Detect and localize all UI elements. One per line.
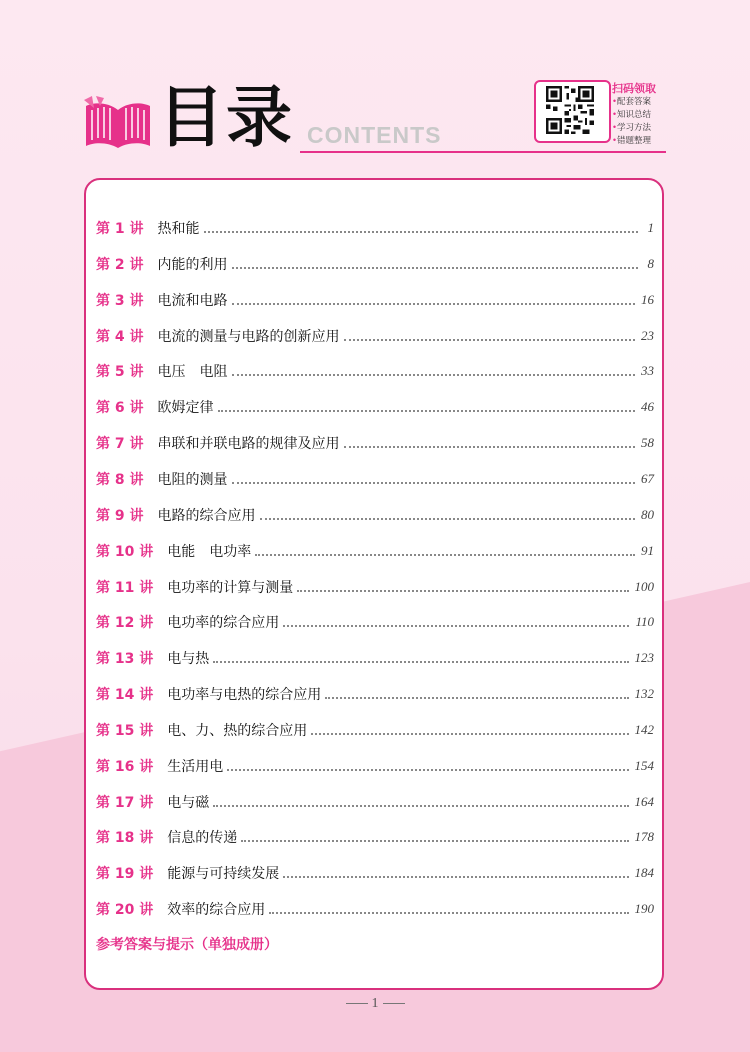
toc-entry[interactable] — [96, 647, 654, 669]
toc-page-number: 164 — [634, 794, 654, 809]
toc-leader-dots — [227, 769, 628, 771]
toc-entry[interactable] — [96, 791, 654, 813]
toc-page-number: 1 — [647, 220, 654, 235]
qr-benefit-item: • 错题整理 — [612, 135, 651, 148]
toc-page-number: 58 — [641, 435, 654, 450]
toc-entry[interactable] — [96, 217, 654, 239]
toc-topic: 电与磁 — [167, 795, 210, 811]
toc-topic: 效率的综合应用 — [167, 902, 266, 918]
toc-entry[interactable] — [96, 826, 654, 848]
toc-entry[interactable] — [96, 611, 654, 633]
toc-leader-dots — [232, 303, 636, 305]
toc-topic: 热和能 — [157, 221, 200, 237]
toc-lecture-number: 第 9 讲 — [96, 508, 144, 524]
toc-entry[interactable] — [96, 360, 654, 382]
toc-topic: 电流和电路 — [157, 293, 228, 309]
toc-lecture-number: 第 7 讲 — [96, 436, 144, 452]
toc-leader-dots — [260, 518, 636, 520]
toc-lecture-number: 第 11 讲 — [96, 580, 154, 596]
toc-page-number: 154 — [634, 758, 654, 773]
toc-topic: 电路的综合应用 — [157, 508, 256, 524]
toc-leader-dots — [283, 876, 628, 878]
toc-entry[interactable] — [96, 898, 654, 920]
qr-benefit-item: • 知识总结 — [612, 109, 651, 122]
toc-leader-dots — [283, 625, 629, 627]
toc-page-number: 100 — [634, 579, 654, 594]
toc-lecture-number: 第 16 讲 — [96, 759, 154, 775]
toc-leader-dots — [218, 410, 636, 412]
toc-entry[interactable] — [96, 325, 654, 347]
qr-benefits-list — [612, 96, 651, 148]
toc-topic: 电流的测量与电路的创新应用 — [157, 329, 340, 345]
toc-lecture-number: 第 15 讲 — [96, 723, 154, 739]
open-book-icon — [82, 96, 154, 148]
toc-page-number: 123 — [634, 650, 654, 665]
toc-leader-dots — [297, 590, 628, 592]
toc-page-number: 91 — [641, 543, 654, 558]
qr-benefit-item: • 学习方法 — [612, 122, 651, 135]
toc-topic: 能源与可持续发展 — [167, 866, 280, 882]
toc-entry[interactable] — [96, 396, 654, 418]
toc-lecture-number: 第 1 讲 — [96, 221, 144, 237]
page-number-dash — [346, 1003, 368, 1004]
toc-entry[interactable] — [96, 504, 654, 526]
toc-lecture-number: 第 2 讲 — [96, 257, 144, 273]
toc-leader-dots — [232, 374, 636, 376]
toc-topic: 电阻的测量 — [157, 472, 228, 488]
toc-leader-dots — [232, 267, 639, 269]
toc-topic: 电功率的计算与测量 — [167, 580, 294, 596]
toc-page-number: 184 — [634, 865, 654, 880]
toc-leader-dots — [213, 661, 628, 663]
toc-page-number: 23 — [641, 328, 654, 343]
toc-topic: 生活用电 — [167, 759, 224, 775]
toc-topic: 电与热 — [167, 651, 210, 667]
toc-lecture-number: 第 6 讲 — [96, 400, 144, 416]
toc-page-number: 190 — [634, 901, 654, 916]
answers-note: 参考答案与提示（单独成册） — [96, 937, 278, 953]
page-subtitle: CONTENTS — [307, 122, 442, 148]
toc-page-number: 8 — [647, 256, 654, 271]
toc-lecture-number: 第 8 讲 — [96, 472, 144, 488]
toc-entry[interactable] — [96, 540, 654, 562]
toc-leader-dots — [311, 733, 628, 735]
toc-page-number: 132 — [634, 686, 654, 701]
toc-topic: 欧姆定律 — [157, 400, 214, 416]
toc-lecture-number: 第 17 讲 — [96, 795, 154, 811]
toc-topic: 内能的利用 — [157, 257, 228, 273]
toc-entry[interactable] — [96, 253, 654, 275]
toc-page-number: 142 — [634, 722, 654, 737]
toc-topic: 电能 电功率 — [167, 544, 252, 560]
toc-topic: 信息的传递 — [167, 830, 238, 846]
toc-leader-dots — [325, 697, 628, 699]
toc-page-number: 110 — [635, 614, 654, 629]
toc-leader-dots — [269, 912, 628, 914]
page-number-value: 1 — [371, 996, 379, 1011]
toc-entry[interactable] — [96, 862, 654, 884]
toc-page-number: 16 — [641, 292, 654, 307]
page-title: 目录 — [158, 79, 294, 156]
qr-code-icon — [546, 86, 594, 134]
toc-lecture-number: 第 13 讲 — [96, 651, 154, 667]
page-number — [0, 996, 750, 1012]
page-number-dash — [383, 1003, 405, 1004]
toc-entry[interactable] — [96, 683, 654, 705]
toc-lecture-number: 第 3 讲 — [96, 293, 144, 309]
toc-entry[interactable] — [96, 719, 654, 741]
toc-leader-dots — [255, 554, 635, 556]
toc-lecture-number: 第 14 讲 — [96, 687, 154, 703]
title-divider — [300, 151, 666, 153]
toc-entry[interactable] — [96, 468, 654, 490]
toc-page-number: 80 — [641, 507, 654, 522]
toc-topic: 电功率与电热的综合应用 — [167, 687, 322, 703]
qr-benefit-item: • 配套答案 — [612, 96, 651, 109]
toc-leader-dots — [344, 339, 636, 341]
toc-lecture-number: 第 5 讲 — [96, 364, 144, 380]
toc-lecture-number: 第 19 讲 — [96, 866, 154, 882]
toc-lecture-number: 第 4 讲 — [96, 329, 144, 345]
toc-leader-dots — [344, 446, 636, 448]
toc-topic: 串联和并联电路的规律及应用 — [157, 436, 340, 452]
toc-lecture-number: 第 20 讲 — [96, 902, 154, 918]
qr-caption: 扫码领取 — [612, 82, 656, 95]
toc-entry[interactable] — [96, 289, 654, 311]
toc-leader-dots — [232, 482, 636, 484]
toc-page-number: 178 — [634, 829, 654, 844]
toc-topic: 电压 电阻 — [157, 364, 228, 380]
toc-page-number: 46 — [641, 399, 654, 414]
toc-page-number: 67 — [641, 471, 654, 486]
toc-leader-dots — [204, 231, 639, 233]
toc-lecture-number: 第 10 讲 — [96, 544, 154, 560]
toc-topic: 电、力、热的综合应用 — [167, 723, 308, 739]
toc-leader-dots — [241, 840, 628, 842]
toc-topic: 电功率的综合应用 — [167, 615, 280, 631]
toc-page-number: 33 — [641, 363, 654, 378]
toc-lecture-number: 第 12 讲 — [96, 615, 154, 631]
toc-entry[interactable] — [96, 755, 654, 777]
toc-entry[interactable] — [96, 432, 654, 454]
toc-entry[interactable] — [96, 576, 654, 598]
toc-leader-dots — [213, 805, 628, 807]
toc-lecture-number: 第 18 讲 — [96, 830, 154, 846]
